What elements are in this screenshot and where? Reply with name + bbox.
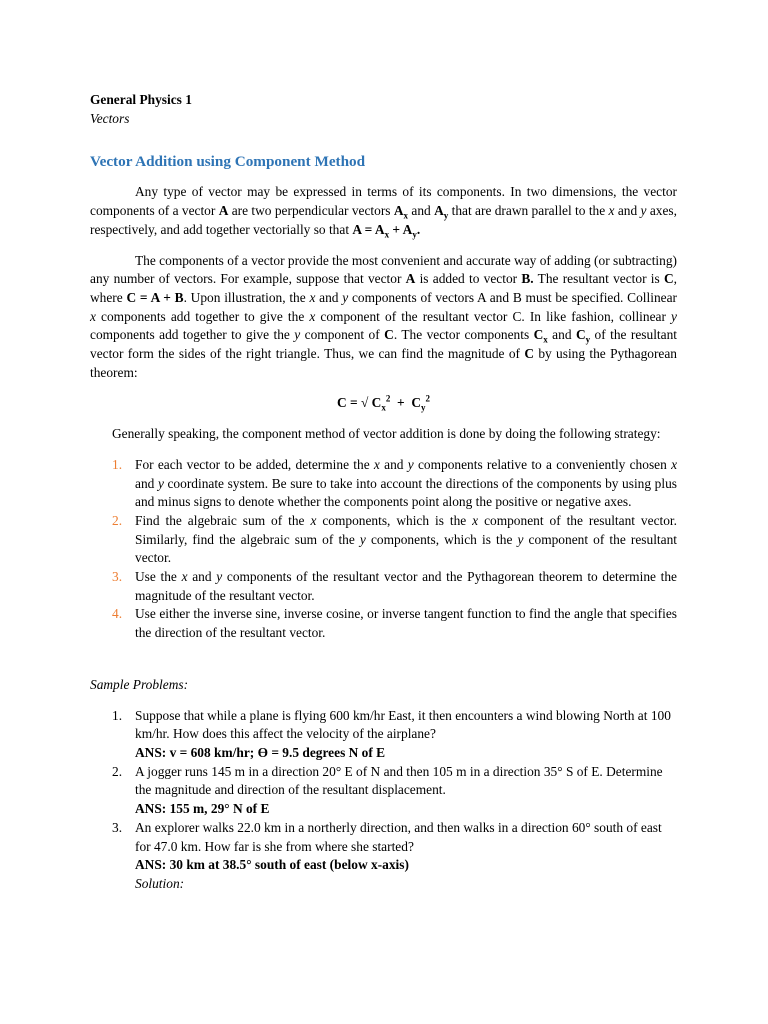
list-item: 2. Find the algebraic sum of the x components, which is the x component of the resultant vector. Similarly, find the algebraic sum of the y components, which is the y component of the resultant vector. [112, 512, 678, 566]
problem-text: A jogger runs 145 m in a direction 20° E of N and then 105 m in a direction 35° S of E. Determine the magnitude and direction of the resultant displacement. [135, 763, 663, 798]
topic-name: Vectors [90, 110, 130, 126]
list-number: 2. [112, 763, 123, 779]
list-item [90, 707, 677, 763]
problem-text: Suppose that while a plane is flying 600 km/hr East, it then encounters a wind blowing North at 100 km/hr. How does this affect the velocity of the airplane? [135, 707, 671, 742]
section-heading: Vector Addition using Component Method [90, 153, 366, 171]
list-number: 3. [112, 569, 123, 585]
intro-paragraph: Any type of vector may be expressed in terms of its components. In two dimensions, the vector components of a vector A are two perpendicular vectors $A_x$ and $A_y$ that are drawn parallel to the x and y axes, respectively, and add together vectorially so that $A = A_x + A_y$. [90, 184, 677, 240]
list-item: 3. Use the x and y components of the resultant vector and the Pythagorean theorem to determine the magnitude of the resultant vector. [112, 569, 678, 603]
list-number: 4. [112, 606, 123, 622]
components-paragraph: The components of a vector provide the most convenient and accurate way of adding (or subtracting) any number of vectors. For example, suppose that vector A is added to vector B. The resultant vector is C, where C = A + B. Upon illustration, the x and y components of vectors A and B must be specified. Collinear x components add together to give the x component of the resultant vector C. In like fashion, collinear y components add together to give the y component of C. The vector components $C_x$ and $C_y$ of the resultant vector form the sides of the right triangle. Thus, we can find the magnitude of C by using the Pythagorean theorem: [90, 252, 678, 380]
strategy-list [90, 456, 677, 643]
pythagorean-formula: C = √ $C_x^2 + C_y^2$ [336, 393, 431, 414]
problem-answer: ANS: v = 608 km/hr; Ɵ = 9.5 degrees N of E [135, 744, 386, 760]
course-name: General Physics 1 [90, 92, 192, 107]
problem-answer: ANS: 30 km at 38.5° south of east (below x-axis) [135, 857, 409, 873]
sample-problems-title: Sample Problems: [90, 676, 189, 692]
problem-answer: ANS: 155 m, 29° N of E [135, 801, 270, 817]
list-item: 1. For each vector to be added, determine the x and y components relative to a conveniently chosen x and y coordinate system. Be sure to take into account the directions of the components by using plus and minus signs to denote whether the components point along the positive or negative axes. [112, 456, 678, 510]
strategy-intro: Generally speaking, the component method of vector addition is done by doing the following strategy: [112, 426, 661, 442]
list-number: 1. [112, 456, 123, 472]
document-content [90, 91, 677, 894]
problem-text: An explorer walks 22.0 km in a northerly direction, and then walks in a direction 60° south of east for 47.0 km. How far is she from where she started? [135, 819, 662, 854]
list-item [90, 819, 677, 894]
problems-list [90, 707, 677, 894]
list-number: 2. [112, 512, 123, 528]
list-item [90, 763, 677, 819]
list-number: 1. [112, 707, 123, 723]
list-number: 3. [112, 819, 123, 835]
list-item: 4. Use either the inverse sine, inverse cosine, or inverse tangent function to find the angle that specifies the direction of the resultant vector. [112, 606, 677, 641]
solution-label: Solution: [135, 875, 185, 891]
